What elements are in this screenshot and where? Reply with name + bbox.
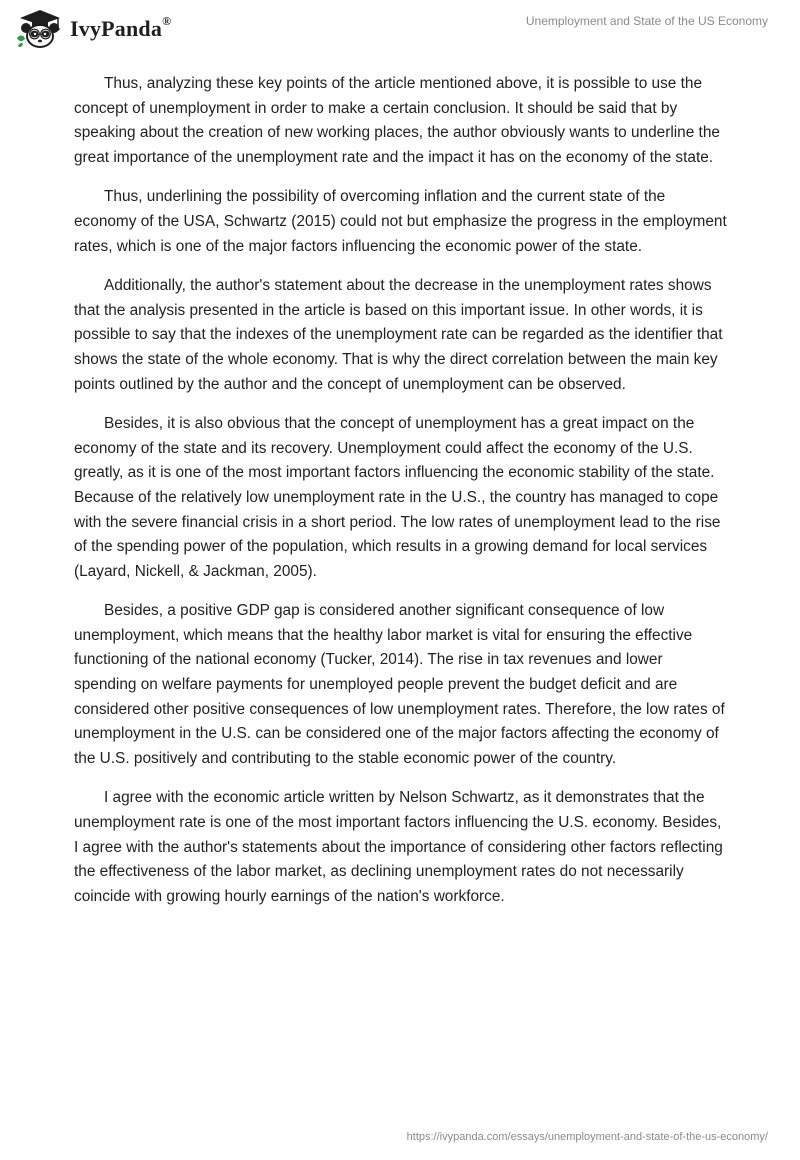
ivypanda-logo[interactable] bbox=[14, 8, 171, 50]
document-title: Unemployment and State of the US Economy bbox=[525, 14, 768, 28]
paragraph-6: I agree with the economic article written by Nelson Schwartz, as it demonstrates that the unemployment rate is one of the most important factors influencing the U.S. economy. Besides, I agree with the author's statements about the importance of considering other factors reflecting the effectiveness of the labor market, as declining unemployment rates do not necessarily coincide with growing hourly earnings of the nation's workforce. bbox=[74, 789, 723, 905]
paragraph-1: Thus, analyzing these key points of the article mentioned above, it is possible to use the concept of unemployment in order to make a certain conclusion. It should be said that by speaking about the creation of new working places, the author obviously wants to underline the great importance of the unemployment rate and the impact it has on the economy of the state. bbox=[74, 75, 720, 166]
essay-body bbox=[74, 72, 728, 924]
brand-name bbox=[70, 16, 171, 42]
paragraph-2: Thus, underlining the possibility of overcoming inflation and the current state of the economy of the USA, Schwartz (2015) could not but emphasize the progress in the employment rates, which is one of the major factors influencing the economic power of the state. bbox=[74, 188, 727, 255]
page-header bbox=[0, 0, 800, 60]
source-url[interactable]: https://ivypanda.com/essays/unemployment-and-state-of-the-us-economy/ bbox=[406, 1131, 768, 1143]
brand-name-text: IvyPanda bbox=[70, 16, 163, 41]
paragraph-3: Additionally, the author's statement about the decrease in the unemployment rates shows that the analysis presented in the article is based on this important issue. In other words, it is possible to say that the indexes of the unemployment rate can be regarded as the identifier that shows the state of the whole economy. That is why the direct correlation between the main key points outlined by the author and the concept of unemployment can be observed. bbox=[74, 277, 723, 393]
panda-graduate-icon bbox=[14, 8, 64, 50]
registered-mark: ® bbox=[162, 14, 172, 28]
paragraph-4: Besides, it is also obvious that the concept of unemployment has a great impact on the economy of the state and its recovery. Unemployment could affect the economy of the U.S. greatly, as it is one of the most important factors influencing the economic stability of the state. Because of the relatively low unemployment rate in the U.S., the country has managed to cope with the severe financial crisis in a short period. The low rates of unemployment lead to the rise of the spending power of the population, which results in a growing demand for local services (Layard, Nickell, & Jackman, 2005). bbox=[74, 415, 721, 580]
paragraph-5: Besides, a positive GDP gap is considered another significant consequence of low unemployment, which means that the healthy labor market is vital for ensuring the effective functioning of the national economy (Tucker, 2014). The rise in tax revenues and lower spending on welfare payments for unemployed people prevent the budget deficit and are considered other positive consequences of low unemployment rates. Therefore, the low rates of unemployment in the U.S. can be considered one of the major factors affecting the economy of the U.S. positively and contributing to the stable economic power of the country. bbox=[74, 602, 725, 767]
